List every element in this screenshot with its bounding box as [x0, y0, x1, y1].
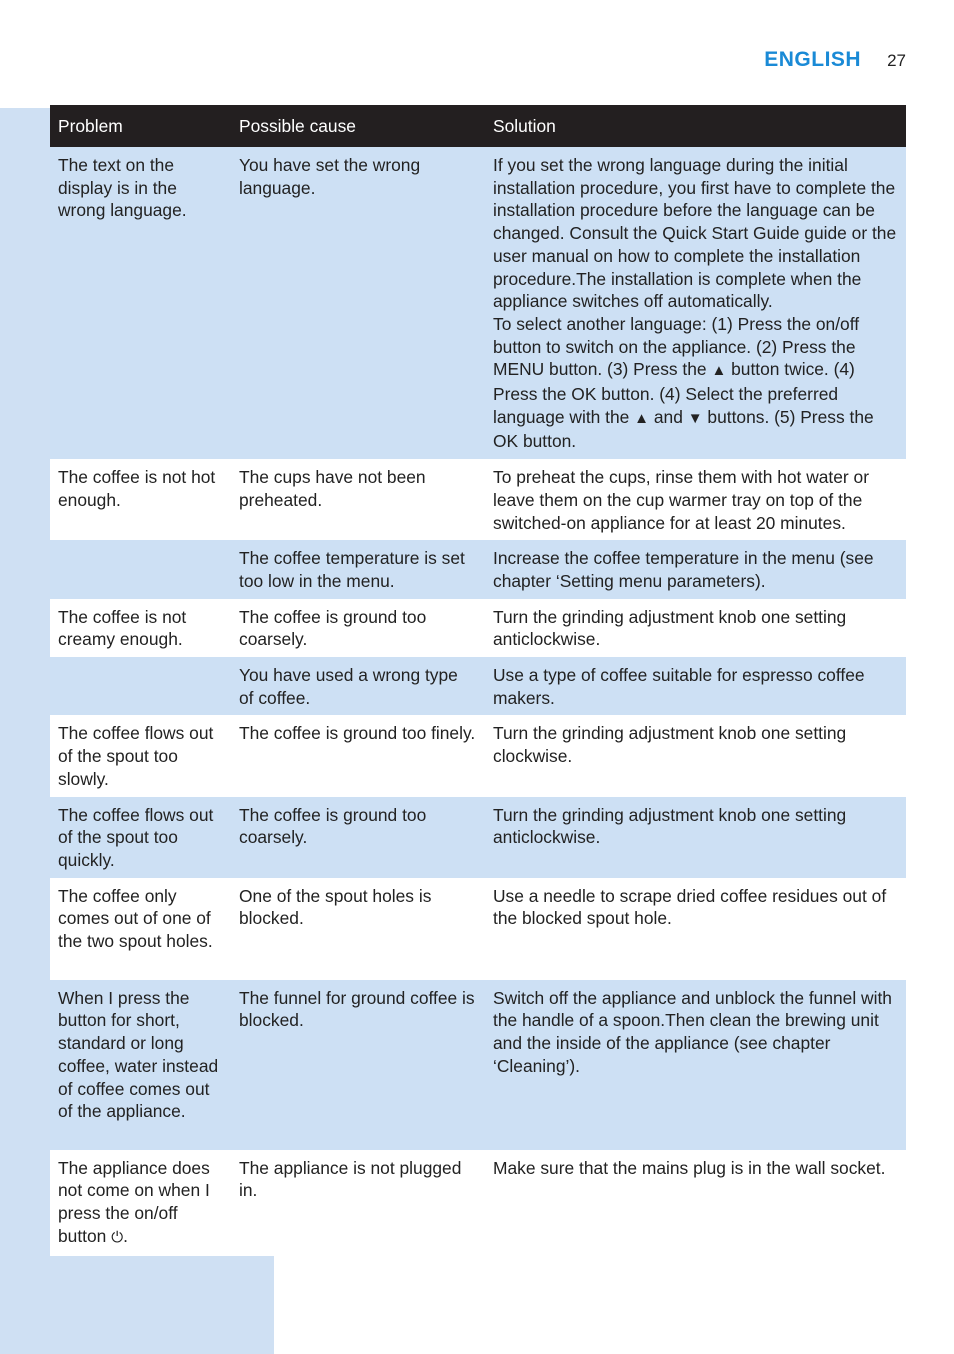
problem-cell: The coffee is not hot enough.: [50, 459, 231, 540]
problem-cell: [50, 1150, 231, 1256]
table-row: [50, 797, 906, 878]
table-row: [50, 878, 906, 980]
solution-cell: Turn the grinding adjustment knob one setting clockwise.: [485, 715, 906, 796]
solution-text: button twice. (4) Press the OK button. (4) Select the preferred language with the: [493, 359, 855, 427]
cause-cell: The appliance is not plugged in.: [231, 1150, 485, 1256]
problem-text-end: .: [123, 1225, 128, 1246]
solution-text: To select another language: (1) Press the on/off button to switch on the appliance. (2) Press the MENU button. (3) Press the: [493, 313, 860, 380]
solution-cell: Use a type of coffee suitable for espresso coffee makers.: [485, 657, 906, 715]
cause-cell: The coffee is ground too coarsely.: [231, 599, 485, 657]
solution-cell: Turn the grinding adjustment knob one setting anticlockwise.: [485, 599, 906, 657]
solution-cell: Switch off the appliance and unblock the funnel with the handle of a spoon.Then clean the brewing unit and the inside of the appliance (see chapter ‘Cleaning’).: [485, 980, 906, 1150]
table-row: [50, 657, 906, 715]
problem-text: The appliance does not come on when I press the on/off button: [58, 1157, 210, 1246]
solution-text: buttons. (5) Press the OK button.: [493, 406, 874, 452]
up-arrow-icon: ▲: [711, 362, 727, 380]
problem-cell: The coffee flows out of the spout too slowly.: [50, 715, 231, 796]
cause-cell: The funnel for ground coffee is blocked.: [231, 980, 485, 1150]
page-header: [764, 48, 906, 72]
solution-cell: Increase the coffee temperature in the menu (see chapter ‘Setting menu parameters).: [485, 540, 906, 598]
table-row: [50, 459, 906, 540]
column-header-cause: Possible cause: [231, 105, 485, 147]
solution-cell: To preheat the cups, rinse them with hot water or leave them on the cup warmer tray on top of the switched-on appliance for at least 20 minutes.: [485, 459, 906, 540]
cause-cell: The coffee is ground too finely.: [231, 715, 485, 796]
cause-cell: You have used a wrong type of coffee.: [231, 657, 485, 715]
problem-cell: [50, 540, 231, 598]
table-row: [50, 599, 906, 657]
solution-cell: Use a needle to scrape dried coffee residues out of the blocked spout hole.: [485, 878, 906, 980]
down-arrow-icon: ▼: [687, 409, 703, 427]
page-number: 27: [887, 51, 906, 70]
solution-cell: Make sure that the mains plug is in the wall socket.: [485, 1150, 906, 1256]
problem-cell: The coffee only comes out of one of the two spout holes.: [50, 878, 231, 980]
solution-text: If you set the wrong language during the initial installation procedure, you first have to complete the installation procedure before the language can be changed. Consult the Quick Start Guide guide or the user manual on how to complete the installation procedure.The installation is complete when the appliance switches off automatically.: [493, 155, 897, 312]
problem-cell: The coffee is not creamy enough.: [50, 599, 231, 657]
cause-cell: You have set the wrong language.: [231, 147, 485, 459]
table-row: [50, 715, 906, 796]
problem-cell: When I press the button for short, standard or long coffee, water instead of coffee comes out of the appliance.: [50, 980, 231, 1150]
table-row: [50, 1150, 906, 1256]
table-row: [50, 147, 906, 459]
problem-cell: The text on the display is in the wrong language.: [50, 147, 231, 459]
cause-cell: The coffee temperature is set too low in the menu.: [231, 540, 485, 598]
side-color-strip: [0, 108, 50, 1354]
up-arrow-icon: ▲: [634, 409, 650, 427]
column-header-problem: Problem: [50, 105, 231, 147]
cause-cell: The coffee is ground too coarsely.: [231, 797, 485, 878]
solution-cell: Turn the grinding adjustment knob one setting anticlockwise.: [485, 797, 906, 878]
solution-cell: [485, 147, 906, 459]
problem-cell: The coffee flows out of the spout too quickly.: [50, 797, 231, 878]
cause-cell: The cups have not been preheated.: [231, 459, 485, 540]
language-label: ENGLISH: [764, 48, 862, 71]
cause-cell: One of the spout holes is blocked.: [231, 878, 485, 980]
power-icon: ⏻: [111, 1228, 124, 1246]
troubleshooting-table: [50, 105, 906, 1256]
problem-cell: [50, 657, 231, 715]
table-row: [50, 980, 906, 1150]
table-row: [50, 540, 906, 598]
column-header-solution: Solution: [485, 105, 906, 147]
table-header-row: [50, 105, 906, 147]
solution-text: and: [649, 406, 688, 427]
